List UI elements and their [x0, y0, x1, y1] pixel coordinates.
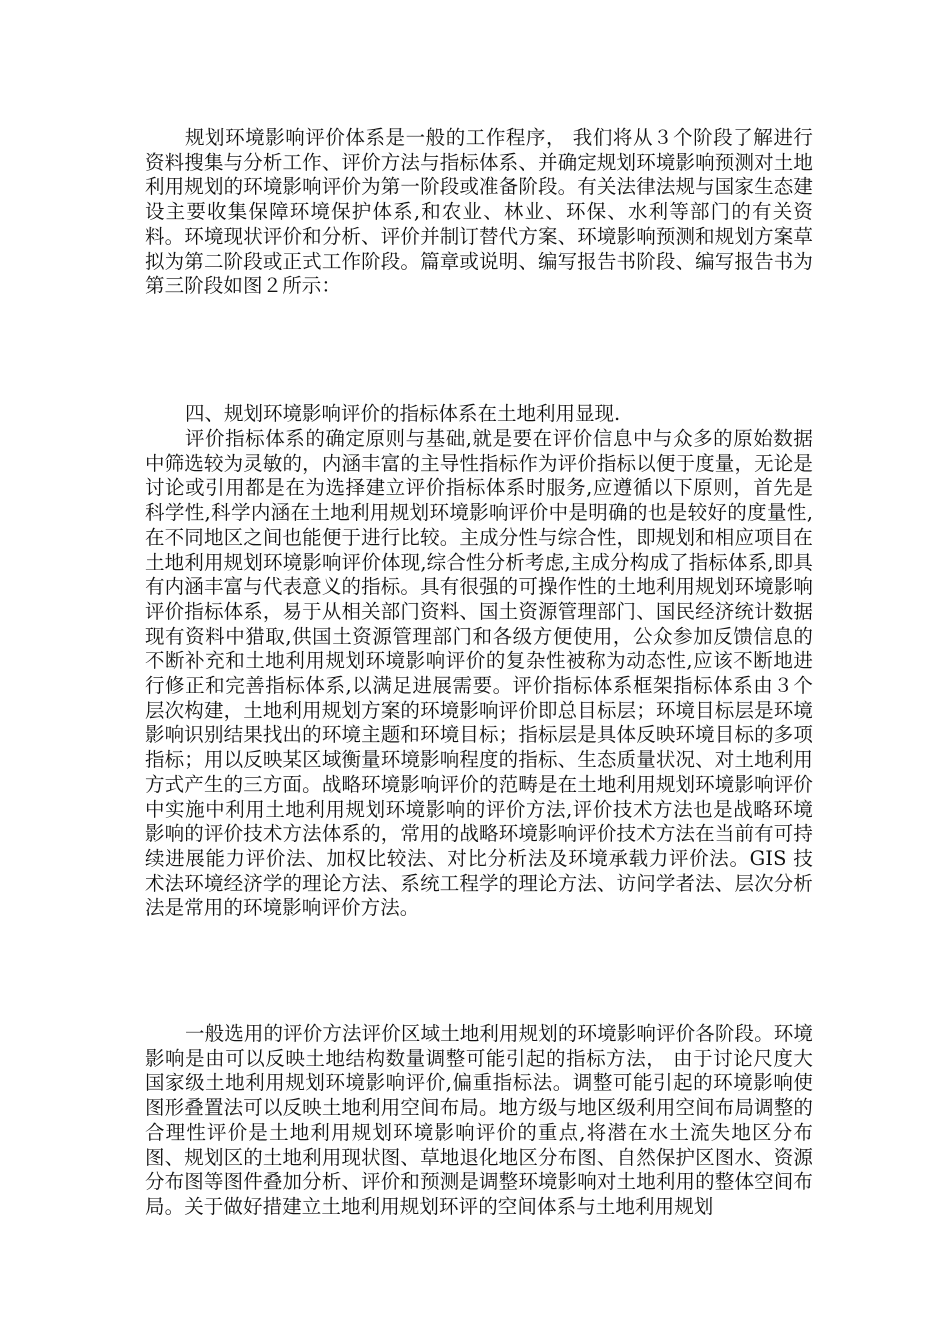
paragraph-evaluation-methods: 一般选用的评价方法评价区域土地利用规划的环境影响评价各阶段。环境影响是由可以反映土地结构数量调整可能引起的指标方法， 由于讨论尺度大国家级土地利用规划环境影响评价,偏重指标法。调整可能引起的环境影响使图形叠置法可以反映土地利用空间布局。地方级与地区级利用空间布局调整的合理性评价是土地利用规划环境影响评价的重点,将潜在水土流失地区分布图、规划区的土地利用现状图、草地退化地区分布图、自然保护区图水、资源分布图等图件叠加分析、评价和预测是调整环境影响对土地利用的整体空间布局。关于做好措建立土地利用规划环评的空间体系与土地利用规划: [145, 1022, 813, 1218]
section-heading-indicator-system: 四、规划环境影响评价的指标体系在土地利用显现.: [185, 402, 621, 425]
paragraph-indicator-principles: 评价指标体系的确定原则与基础,就是要在评价信息中与众多的原始数据中筛选较为灵敏的，内涵丰富的主导性指标作为评价指标以便于度量，无论是讨论或引用都是在为选择建立评价指标体系时服务,应遵循以下原则，首先是科学性,科学内涵在土地利用规划环境影响评价中是明确的也是较好的度量性,在不同地区之间也能便于进行比较。主成分性与综合性，即规划和相应项目在土地利用规划环境影响评价体现,综合性分析考虑,主成分构成了指标体系,即具有内涵丰富与代表意义的指标。具有很强的可操作性的土地利用规划环境影响评价指标体系，易于从相关部门资料、国土资源管理部门、国民经济统计数据现有资料中猎取,供国土资源管理部门和各级方便使用，公众参加反馈信息的不断补充和土地利用规划环境影响评价的复杂性被称为动态性,应该不断地进行修正和完善指标体系,以满足进展需要。评价指标体系框架指标体系由３个层次构建，土地利用规划方案的环境影响评价即总目标层；环境目标层是环境影响识别结果找出的环境主题和环境目标；指标层是具体反映环境目标的多项指标；用以反映某区域衡量环境影响程度的指标、生态质量状况、对土地利用方式产生的三方面。战略环境影响评价的范畴是在土地利用规划环境影响评价中实施中利用土地利用规划环境影响的评价方法,评价技术方法也是战略环境影响的评价技术方法体系的，常用的战略环境影响评价技术方法在当前有可持续进展能力评价法、加权比较法、对比分析法及环境承载力评价法。GIS 技术法环境经济学的理论方法、系统工程学的理论方法、访问学者法、层次分析法是常用的环境影响评价方法。: [145, 427, 813, 920]
paragraph-evaluation-stages: 规划环境影响评价体系是一般的工作程序， 我们将从３个阶段了解进行资料搜集与分析工作、评价方法与指标体系、并确定规划环境影响预测对土地利用规划的环境影响评价为第一阶段或准备阶段。有关法律法规与国家生态建设主要收集保障环境保护体系,和农业、林业、环保、水利等部门的有关资料。环境现状评价和分析、评价并制订替代方案、环境影响预测和规划方案草拟为第二阶段或正式工作阶段。篇章或说明、编写报告书阶段、编写报告书为第三阶段如图２所示：: [145, 126, 813, 298]
